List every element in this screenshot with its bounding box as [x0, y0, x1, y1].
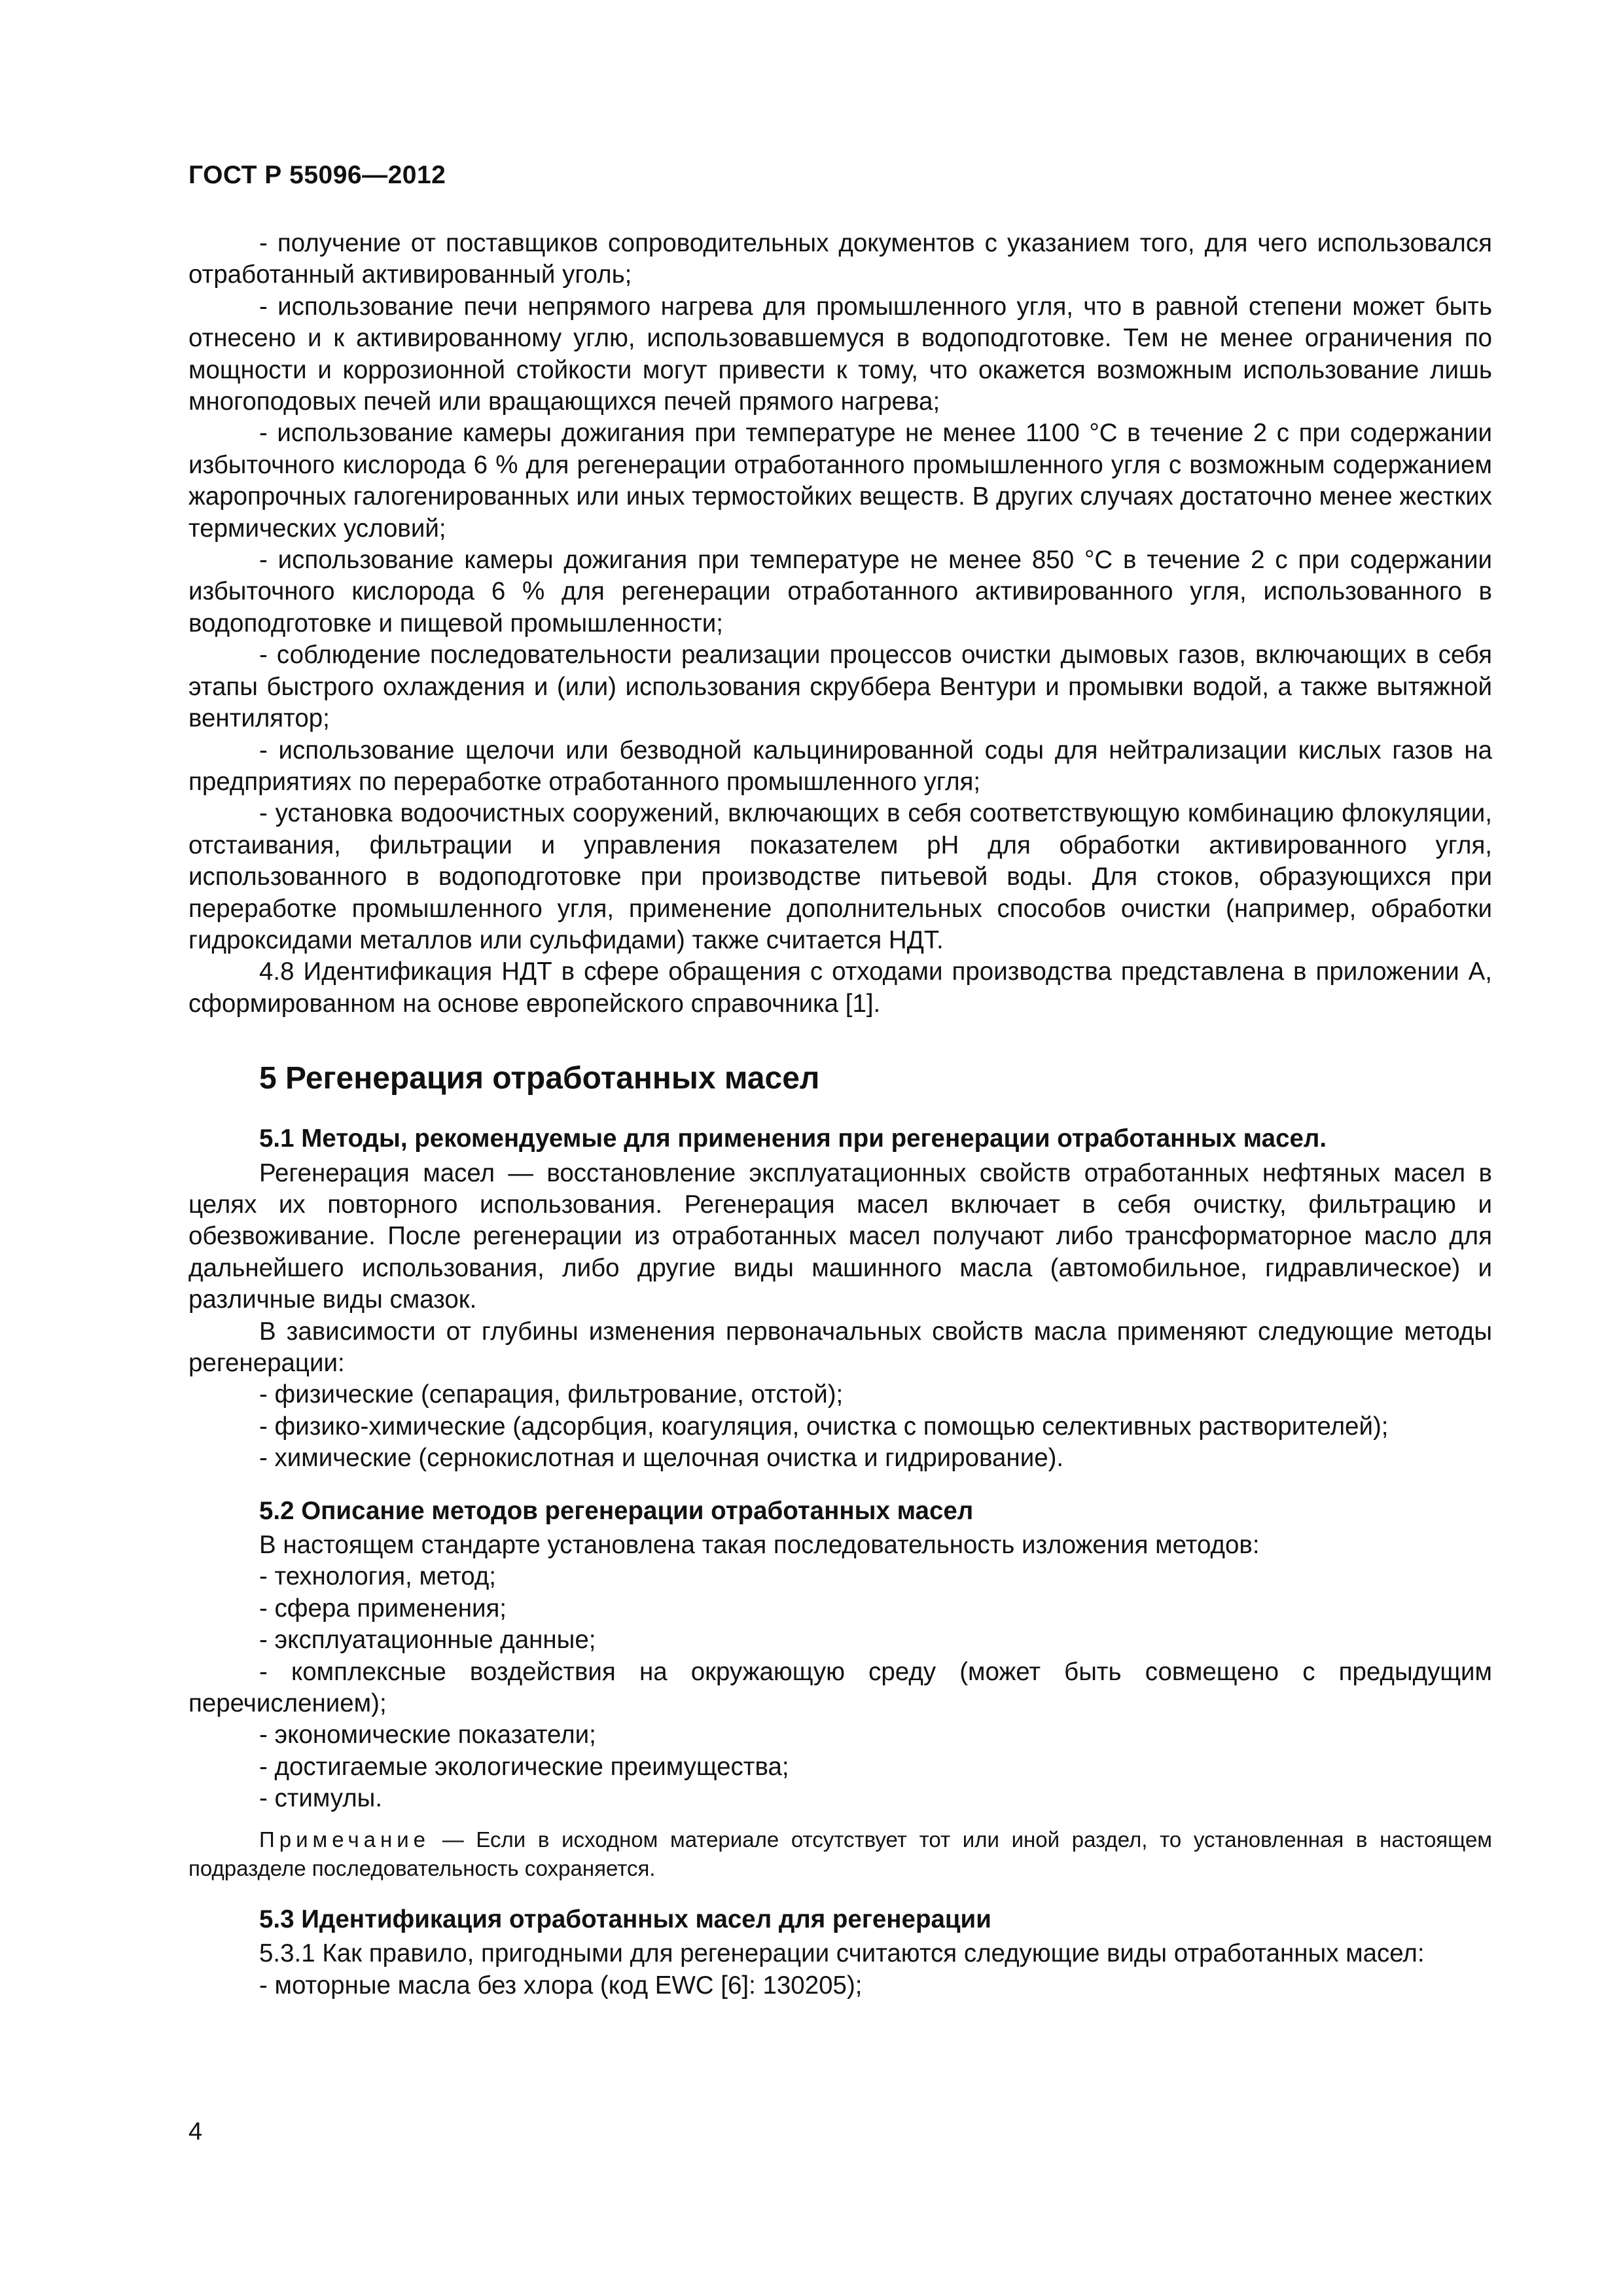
list-item: - использование печи непрямого нагрева для промышленного угля, что в равной степени может быть отнесено и к активированному углю, использовавшемуся в водоподготовке. Тем не менее ограничения по мощности и коррозионной стойкости могут привести к тому, что окажется возможным использование лишь многоподовых печей или вращающихся печей прямого нагрева;: [188, 292, 1492, 416]
list-item: - использование щелочи или безводной кальцинированной соды для нейтрализации кислых газов на предприятиях по переработке отработанного промышленного угля;: [188, 736, 1492, 796]
note-label: Примечание: [259, 1827, 431, 1852]
list-item: - сфера применения;: [259, 1594, 507, 1623]
note: [188, 1825, 1492, 1883]
list-item: - физико-химические (адсорбция, коагуляция, очистка с помощью селективных растворителей);: [259, 1412, 1389, 1441]
list-item: - технология, метод;: [259, 1562, 496, 1591]
list-item: - использование камеры дожигания при температуре не менее 850 °С в течение 2 с при содержании избыточного кислорода 6 % для регенерации отработанного активированного угля, использованного в водоподготовке и пищевой промышленности;: [188, 546, 1492, 637]
list-item: - использование камеры дожигания при температуре не менее 1100 °С в течение 2 с при содержании избыточного кислорода 6 % для регенерации отработанного промышленного угля с возможным содержанием жаропрочных галогенированных или иных термостойких веществ. В других случаях достаточно менее жестких термических условий;: [188, 419, 1492, 543]
section-5-heading: 5 Регенерация отработанных масел: [259, 1061, 820, 1096]
list-item: - стимулы.: [259, 1784, 383, 1813]
list-item: - эксплуатационные данные;: [259, 1626, 596, 1655]
list-item: - соблюдение последовательности реализации процессов очистки дымовых газов, включающих в себя этапы быстрого охлаждения и (или) использования скруббера Вентури и промывки водой, а также вытяжной вентилятор;: [188, 641, 1492, 733]
note-text: — Если в исходном материале отсутствует тот или иной раздел, то установленная в настоящем подразделе последовательность сохраняется.: [188, 1827, 1492, 1880]
subsection-5-1-heading: 5.1 Методы, рекомендуемые для применения при регенерации отработанных масел.: [259, 1124, 1327, 1153]
paragraph: В зависимости от глубины изменения первоначальных свойств масла применяют следующие методы регенерации:: [188, 1317, 1492, 1377]
list-item: - экономические показатели;: [259, 1721, 596, 1749]
list-item: - моторные масла без хлора (код EWC [6]: 130205);: [259, 1971, 863, 2000]
list-item: - физические (сепарация, фильтрование, отстой);: [259, 1380, 844, 1409]
subsection-5-2-heading: 5.2 Описание методов регенерации отработанных масел: [259, 1496, 974, 1525]
list-item: - комплексные воздействия на окружающую среду (может быть совмещено с предыдущим перечислением);: [188, 1657, 1492, 1718]
paragraph: 5.3.1 Как правило, пригодными для регенерации считаются следующие виды отработанных масел:: [259, 1939, 1425, 1968]
clause-4-8: 4.8 Идентификация НДТ в сфере обращения с отходами производства представлена в приложении А, сформированном на основе европейского справочника [1].: [188, 958, 1492, 1018]
page-number: 4: [188, 2118, 203, 2145]
list-item: - химические (сернокислотная и щелочная очистка и гидрирование).: [259, 1444, 1064, 1473]
page-content: [188, 228, 1492, 2001]
paragraph: Регенерация масел — восстановление эксплуатационных свойств отработанных нефтяных масел в целях их повторного использования. Регенерация масел включает в себя очистку, фильтрацию и обезвоживание. После регенерации из отработанных масел получают либо трансформаторное масло для дальнейшего использования, либо другие виды машинного масла (автомобильное, гидравлическое) и различные виды смазок.: [188, 1158, 1492, 1314]
subsection-5-3-heading: 5.3 Идентификация отработанных масел для регенерации: [259, 1905, 991, 1933]
document-code-header: ГОСТ Р 55096—2012: [188, 161, 446, 189]
paragraph: В настоящем стандарте установлена такая последовательность изложения методов:: [259, 1531, 1260, 1560]
list-item: - достигаемые экологические преимущества;: [259, 1752, 789, 1781]
list-item: - получение от поставщиков сопроводительных документов с указанием того, для чего использовался отработанный активированный уголь;: [188, 229, 1492, 289]
list-item: - установка водоочистных сооружений, включающих в себя соответствующую комбинацию флокуляции, отстаивания, фильтрации и управления показателем рН для обработки активированного угля, использованного в водоподготовке при производстве питьевой воды. Для стоков, образующихся при переработке промышленного угля, применение дополнительных способов очистки (например, обработки гидроксидами металлов или сульфидами) также считается НДТ.: [188, 799, 1492, 954]
